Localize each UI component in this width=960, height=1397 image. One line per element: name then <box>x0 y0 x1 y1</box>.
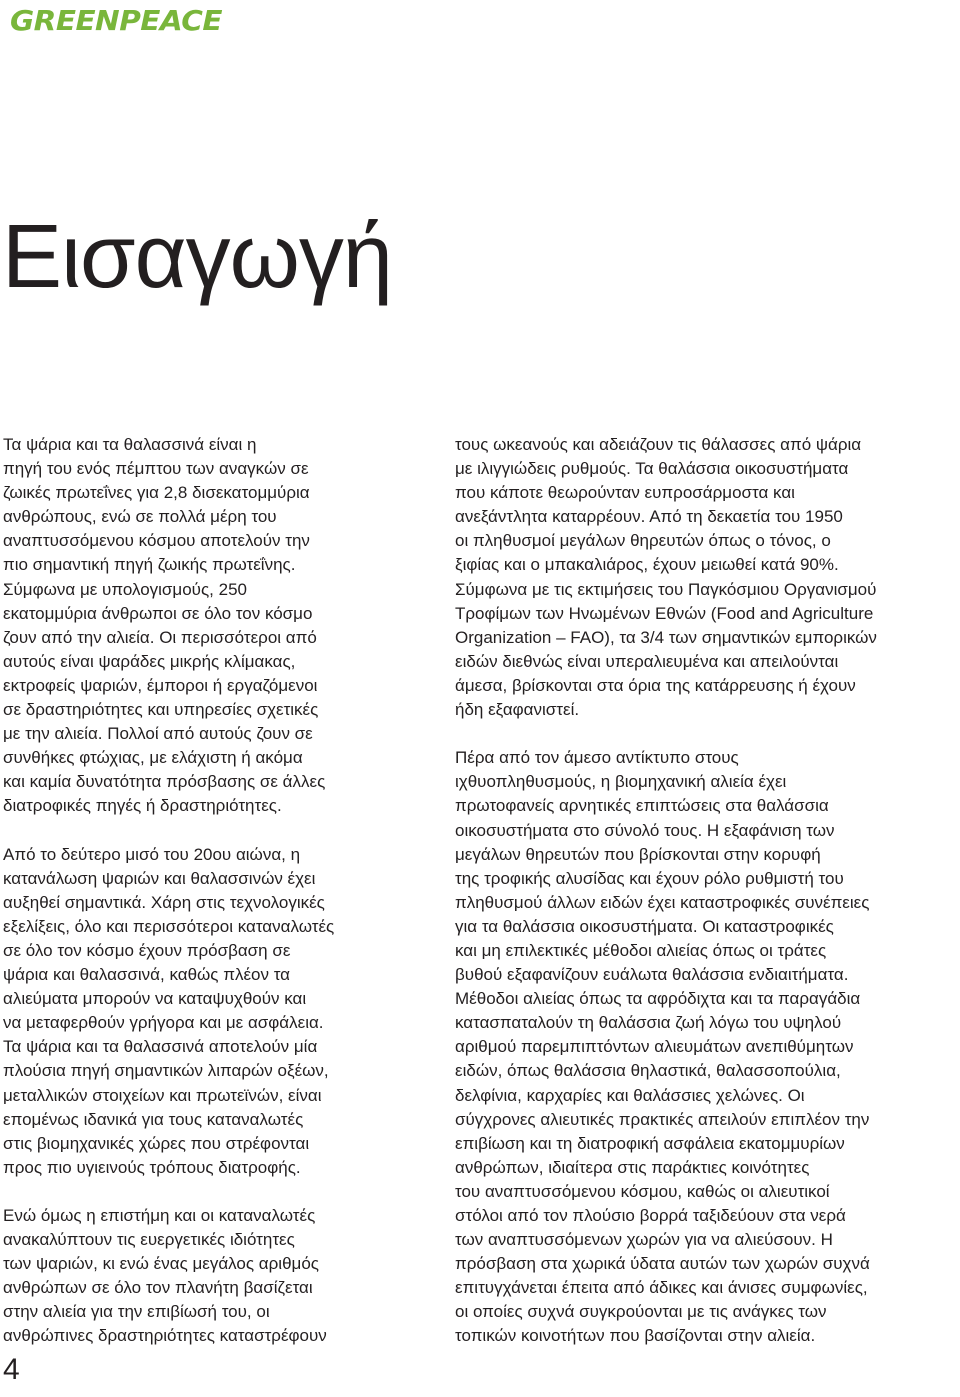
left-column-text-line: αλιεύματα μπορούν να καταψυχθούν και <box>3 989 307 1009</box>
left-column-text-line: των ψαριών, κι ενώ ένας μεγάλος αριθμός <box>3 1254 319 1274</box>
right-column-text-line: των αναπτυσσόμενων χωρών για να αλιεύσουν. Η <box>455 1230 833 1250</box>
left-column-text-line: πλούσια πηγή σημαντικών λιπαρών οξέων, <box>3 1061 329 1081</box>
right-column-text-line: Organization – FAO), τα 3/4 των σημαντικών εμπορικών <box>455 627 877 647</box>
left-column-text-line: ψάρια και θαλασσινά, καθώς πλέον τα <box>3 965 291 985</box>
left-column-text-line: εκατομμύρια άνθρωποι σε όλο τον κόσμο <box>3 603 313 623</box>
right-column-text-line: με ιλιγγιώδεις ρυθμούς. Τα θαλάσσια οικοσυστήματα <box>455 459 849 479</box>
right-column-text-line: τοπικών κοινοτήτων που βασίζονται στην αλιεία. <box>455 1326 816 1346</box>
right-column-text-line: τους ωκεανούς και αδειάζουν τις θάλασσες από ψάρια <box>455 435 862 454</box>
left-column-paragraph-gap <box>3 819 503 843</box>
left-column-text-line: αυξηθεί σημαντικά. Χάρη στις τεχνολογικές <box>3 892 325 912</box>
right-column-text-line: βυθού εξαφανίζουν ευάλωτα θαλάσσια ενδιαιτήματα. <box>455 965 849 985</box>
right-column-text-line: που κάποτε θεωρούνταν ευπροσάρμοστα και <box>455 483 795 503</box>
left-column-text-line: εξελίξεις, όλο και περισσότεροι καταναλωτές <box>3 916 335 936</box>
left-column-text-line: Σύμφωνα με υπολογισμούς, 250 <box>3 579 247 599</box>
left-column-text-line: Τα ψάρια και τα θαλασσινά είναι η <box>3 435 257 454</box>
right-column-paragraph-gap <box>455 722 955 746</box>
svg-text:GREENPEACE: GREENPEACE <box>10 4 223 37</box>
left-column-text-line: ανθρώπινες δραστηριότητες καταστρέφουν <box>3 1326 327 1346</box>
left-column-text-line: ζουν από την αλιεία. Οι περισσότεροι από <box>3 627 317 647</box>
right-column-text-line: στόλοι από τον πλούσιο βορρά ταξιδεύουν στα νερά <box>455 1206 846 1225</box>
left-column-text-line: ανθρώπων σε όλο τον πλανήτη βασίζεται <box>3 1278 313 1298</box>
left-column-text <box>3 433 503 1349</box>
right-column-text-line: της τροφικής αλυσίδας και έχουν ρόλο ρυθμιστή του <box>455 868 844 888</box>
right-column-text-line: ανθρώπων, ιδιαίτερα στις παράκτιες κοινότητες <box>455 1157 810 1177</box>
right-column-text-line: του αναπτυσσόμενου κόσμου, καθώς οι αλιευτικοί <box>455 1181 830 1201</box>
left-column-text-line: πιο σημαντική πηγή ζωικής πρωτεΐνης. <box>3 555 296 575</box>
left-column-text-line: στην αλιεία για την επιβίωσή του, οι <box>3 1302 270 1322</box>
left-column-text-line: ζωικές πρωτεΐνες για 2,8 δισεκατομμύρια <box>3 483 310 503</box>
right-column-text-line: ξιφίας και ο μπακαλιάρος, έχουν μειωθεί κατά 90%. <box>455 555 839 575</box>
right-column-text-line: κατασπαταλούν τη θαλάσσια ζωή λόγω του υψηλού <box>455 1013 842 1033</box>
left-column-text-line: ανθρώπους, ενώ σε πολλά μέρη του <box>3 507 277 527</box>
right-column-text-line: και μη επιλεκτικές μέθοδοι αλιείας όπως οι τράτες <box>455 940 827 960</box>
left-column-text-line: αυτούς είναι ψαράδες μικρής κλίμακας, <box>3 651 296 671</box>
right-column-text-line: Τροφίμων των Ηνωμένων Εθνών (Food and Agriculture <box>455 603 874 623</box>
right-column-text-line: Μέθοδοι αλιείας όπως τα αφρόδιχτα και τα παραγάδια <box>455 989 861 1009</box>
left-column-text-line: Ενώ όμως η επιστήμη και οι καταναλωτές <box>3 1206 316 1225</box>
right-column-text-line: πρωτοφανείς αρνητικές επιπτώσεις στα θαλάσσια <box>455 796 829 816</box>
right-column-text-line: για τα θαλάσσια οικοσυστήματα. Οι καταστροφικές <box>455 916 834 936</box>
left-column-text-line: να μεταφερθούν γρήγορα και με ασφάλεια. <box>3 1013 324 1033</box>
left-column-text-line: με την αλιεία. Πολλοί από αυτούς ζουν σε <box>3 724 313 744</box>
right-column-text-line: αριθμού παρεμπιπτόντων αλιευμάτων ανεπιθύμητων <box>455 1037 854 1057</box>
right-column-text <box>455 433 955 1349</box>
left-column-text-line: ανακαλύπτουν τις ευεργετικές ιδιότητες <box>3 1230 295 1250</box>
right-column-text-line: επιβίωση και τη διατροφική ασφάλεια εκατομμυρίων <box>455 1133 845 1153</box>
right-column-text-line: ειδών, όπως θαλάσσια θηλαστικά, θαλασσοπούλια, <box>455 1061 841 1081</box>
right-column-text-line: οι οποίες συχνά συγκρούονται με τις ανάγκες των <box>455 1302 827 1322</box>
page-number: 4 <box>3 1353 20 1386</box>
right-column-text-line: Πέρα από τον άμεσο αντίκτυπο στους <box>455 748 739 768</box>
right-column-text-line: ιχθυοπληθυσμούς, η βιομηχανική αλιεία έχει <box>455 772 787 792</box>
left-column-text-line: Τα ψάρια και τα θαλασσινά αποτελούν μία <box>3 1037 318 1057</box>
right-column-text-line: ειδών διεθνώς είναι υπεραλιευμένα και απειλούνται <box>455 651 839 671</box>
right-column-text-line: οι πληθυσμοί μεγάλων θηρευτών όπως ο τόνος, ο <box>455 531 831 551</box>
right-column-text-line: πληθυσμού άλλων ειδών έχει καταστροφικές συνέπειες <box>455 892 870 912</box>
left-column-text-line: κατανάλωση ψαριών και θαλασσινών έχει <box>3 868 316 888</box>
left-column-text-line: προς πιο υγιεινούς τρόπους διατροφής. <box>3 1157 301 1177</box>
left-column-text-line: εκτροφείς ψαριών, έμποροι ή εργαζόμενοι <box>3 675 318 695</box>
right-column-text-line: σύγχρονες αλιευτικές πρακτικές απειλούν επιπλέον την <box>455 1109 870 1129</box>
right-column-text-line: μεγάλων θηρευτών που βρίσκονται στην κορυφή <box>455 844 821 864</box>
left-column-text-line: και καμία δυνατότητα πρόσβασης σε άλλες <box>3 772 326 792</box>
right-column-text-line: Σύμφωνα με τις εκτιμήσεις του Παγκόσμιου Οργανισμού <box>455 579 877 599</box>
right-column-text-line: δελφίνια, καρχαρίες και θαλάσσιες χελώνες. Οι <box>455 1085 805 1105</box>
left-column-text-line: σε όλο τον κόσμο έχουν πρόσβαση σε <box>3 940 291 960</box>
left-column-text-line: Από το δεύτερο μισό του 20ου αιώνα, η <box>3 844 301 864</box>
right-column-text-line: ήδη εξαφανιστεί. <box>455 700 580 720</box>
left-column-text-line: διατροφικές πηγές ή δραστηριότητες. <box>3 796 282 816</box>
left-column-text-line: επομένως ιδανικά για τους καταναλωτές <box>3 1109 304 1129</box>
left-column-text-line: στις βιομηχανικές χώρες που στρέφονται <box>3 1133 310 1153</box>
right-column-text-line: επιτυγχάνεται έπειτα από άδικες και άνισες συμφωνίες, <box>455 1278 868 1298</box>
right-column-text-line: οικοσυστήματα στο σύνολό τους. Η εξαφάνιση των <box>455 820 835 840</box>
greenpeace-logo-mark <box>8 0 238 40</box>
left-column-text-line: αναπτυσσόμενου κόσμου αποτελούν την <box>3 531 310 551</box>
left-column-text-line: μεταλλικών στοιχείων και πρωτεϊνών, είναι <box>3 1085 322 1105</box>
left-column-text-line: συνθήκες φτώχιας, με ελάχιστη ή ακόμα <box>3 748 303 768</box>
left-column-text-line: σε δραστηριότητες και υπηρεσίες σχετικές <box>3 700 319 720</box>
left-column-paragraph-gap <box>3 1180 503 1204</box>
greenpeace-logo <box>8 0 238 45</box>
right-column-text-line: ανεξάντλητα καταρρέουν. Από τη δεκαετία του 1950 <box>455 507 843 527</box>
right-column-text-line: άμεσα, βρίσκονται στα όρια της κατάρρευσης ή έχουν <box>455 675 856 695</box>
right-column-text-line: πρόσβαση στα χωρικά ύδατα αυτών των χωρών συχνά <box>455 1254 870 1274</box>
page-title: Εισαγωγή <box>2 207 392 307</box>
left-column-text-line: πηγή του ενός πέμπτου των αναγκών σε <box>3 459 309 479</box>
